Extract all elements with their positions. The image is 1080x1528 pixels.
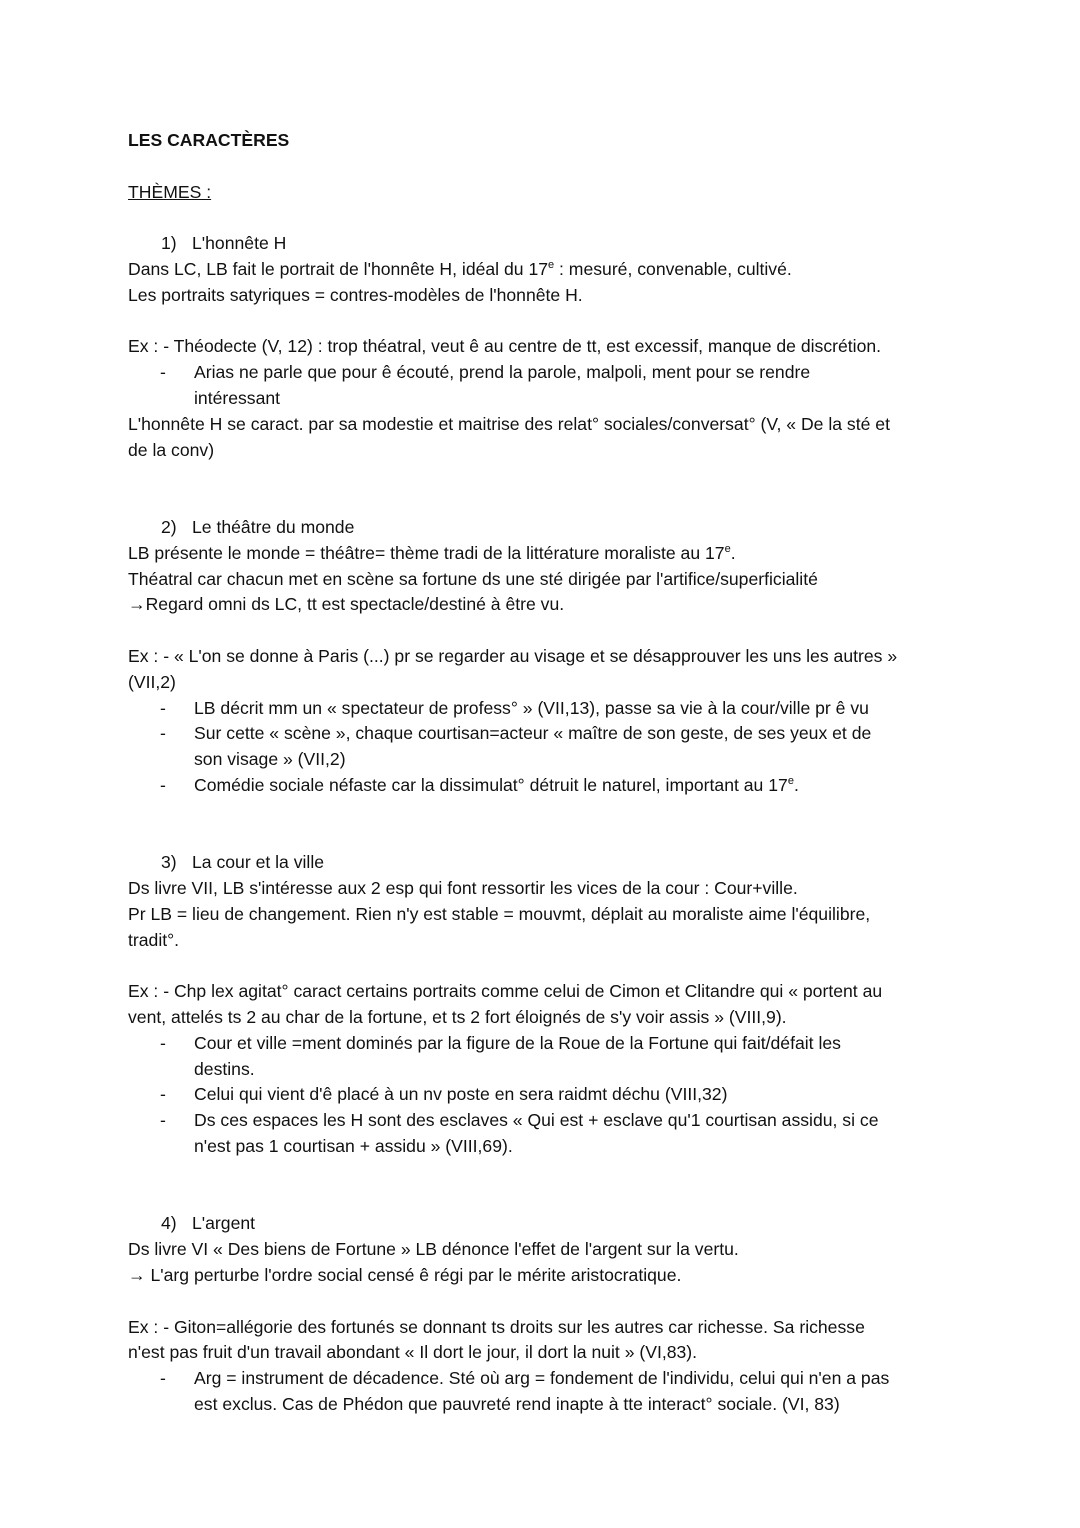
example-line: Ex : - « L'on se donne à Paris (...) pr se regarder au visage et se désapprouver les uns les autres » xyxy=(128,645,898,666)
example-line: vent, attelés ts 2 au char de la fortune, et ts 2 fort éloignés de s'y voir assis » (VIII,9). xyxy=(128,1007,787,1028)
spacer xyxy=(128,463,958,489)
example-line: Ex : - Théodecte (V, 12) : trop théatral, veut ê au centre de tt, est excessif, manque de discrétion. xyxy=(128,336,882,357)
bullet-text-line: Cour et ville =ment dominés par la figure de la Roue de la Fortune qui fait/défait les xyxy=(194,1032,841,1053)
section-heading-text: La cour et la ville xyxy=(192,852,325,873)
example-line: (VII,2) xyxy=(128,671,176,692)
section-number: 4) xyxy=(161,1213,177,1234)
bullet-text-line: Arg = instrument de décadence. Sté où arg = fondement de l'individu, celui qui n'en a pas xyxy=(194,1368,890,1389)
paragraph-line: Ds livre VI « Des biens de Fortune » LB dénonce l'effet de l'argent sur la vertu. xyxy=(128,1239,739,1260)
paragraph-line: de la conv) xyxy=(128,439,215,460)
sections-container xyxy=(128,231,958,1418)
paragraph-line: Dans LC, LB fait le portrait de l'honnête H, idéal du 17e : mesuré, convenable, cultivé. xyxy=(128,258,792,279)
document-page xyxy=(128,128,958,1418)
bullet-item xyxy=(128,773,958,799)
section-number: 1) xyxy=(161,233,177,254)
bullet-item xyxy=(128,1031,958,1083)
spacer xyxy=(128,489,958,515)
section-heading-text: L'honnête H xyxy=(192,233,287,254)
section-number: 2) xyxy=(161,516,177,537)
paragraph-line: →Regard omni ds LC, tt est spectacle/destiné à être vu. xyxy=(128,594,565,615)
bullet-item xyxy=(128,1108,958,1160)
bullet-text-line: Arias ne parle que pour ê écouté, prend la parole, malpoli, ment pour se rendre xyxy=(194,362,811,383)
section-number: 3) xyxy=(161,852,177,873)
bullet-dash: - xyxy=(160,1032,166,1053)
bullet-dash: - xyxy=(160,1110,166,1131)
bullet-text-line: Ds ces espaces les H sont des esclaves « Qui est + esclave qu'1 courtisan assidu, si ce xyxy=(194,1110,879,1131)
bullet-text-line: LB décrit mm un « spectateur de profess° » (VII,13), passe sa vie à la cour/ville pr ê vu xyxy=(194,697,869,718)
spacer xyxy=(128,954,958,980)
example-line: n'est pas fruit d'un travail abondant « Il dort le jour, il dort la nuit » (VI,83). xyxy=(128,1342,698,1363)
theme-section xyxy=(128,1211,958,1417)
spacer xyxy=(128,825,958,851)
bullet-item xyxy=(128,721,958,773)
section-heading xyxy=(128,1211,958,1237)
section-heading xyxy=(128,850,958,876)
section-heading-text: L'argent xyxy=(192,1213,256,1234)
paragraph-line: Pr LB = lieu de changement. Rien n'y est stable = mouvmt, déplait au moraliste aime l'équilibre, xyxy=(128,903,871,924)
bullet-item xyxy=(128,360,958,412)
spacer xyxy=(128,618,958,644)
bullet-text-line: destins. xyxy=(194,1058,255,1079)
spacer xyxy=(128,1186,958,1212)
paragraph-line: L'honnête H se caract. par sa modestie et maitrise des relat° sociales/conversat° (V, « De la sté et xyxy=(128,413,890,434)
section-heading xyxy=(128,515,958,541)
bullet-item xyxy=(128,696,958,722)
bullet-text-line: n'est pas 1 courtisan + assidu » (VIII,69). xyxy=(194,1136,513,1157)
bullet-text-line: son visage » (VII,2) xyxy=(194,749,346,770)
spacer xyxy=(128,309,958,335)
spacer xyxy=(128,1160,958,1186)
bullet-item xyxy=(128,1366,958,1418)
bullet-text-line: intéressant xyxy=(194,387,281,408)
theme-section xyxy=(128,515,958,850)
theme-section xyxy=(128,231,958,515)
bullet-text-line: Celui qui vient d'ê placé à un nv poste en sera raidmt déchu (VIII,32) xyxy=(194,1084,728,1105)
example-line: Ex : - Giton=allégorie des fortunés se donnant ts droits sur les autres car richesse. Sa richesse xyxy=(128,1316,865,1337)
bullet-text-line: est exclus. Cas de Phédon que pauvreté rend inapte à tte interact° sociale. (VI, 83) xyxy=(194,1394,840,1415)
section-heading-text: Le théâtre du monde xyxy=(192,516,355,537)
theme-section xyxy=(128,850,958,1211)
section-heading xyxy=(128,231,958,257)
bullet-item xyxy=(128,1082,958,1108)
bullet-text-line: Comédie sociale néfaste car la dissimulat° détruit le naturel, important au 17e. xyxy=(194,774,799,795)
paragraph-line: LB présente le monde = théâtre= thème tradi de la littérature moraliste au 17e. xyxy=(128,542,736,563)
example-line: Ex : - Chp lex agitat° caract certains portraits comme celui de Cimon et Clitandre qui « portent au xyxy=(128,981,883,1002)
bullet-dash: - xyxy=(160,1084,166,1105)
paragraph-line: Ds livre VII, LB s'intéresse aux 2 esp qui font ressortir les vices de la cour : Cour+ville. xyxy=(128,878,798,899)
spacer xyxy=(128,1289,958,1315)
spacer xyxy=(128,799,958,825)
bullet-dash: - xyxy=(160,697,166,718)
themes-heading: THÈMES : xyxy=(128,181,212,202)
paragraph-line: Théatral car chacun met en scène sa fortune ds une sté dirigée par l'artifice/superficialité xyxy=(128,568,818,589)
bullet-dash: - xyxy=(160,723,166,744)
bullet-text-line: Sur cette « scène », chaque courtisan=acteur « maître de son geste, de ses yeux et de xyxy=(194,723,872,744)
bullet-dash: - xyxy=(160,774,166,795)
paragraph-line: Les portraits satyriques = contres-modèles de l'honnête H. xyxy=(128,284,583,305)
paragraph-line: tradit°. xyxy=(128,929,180,950)
page-title: LES CARACTÈRES xyxy=(128,130,290,150)
bullet-dash: - xyxy=(160,362,166,383)
paragraph-line: → L'arg perturbe l'ordre social censé ê régi par le mérite aristocratique. xyxy=(128,1265,682,1286)
bullet-dash: - xyxy=(160,1368,166,1389)
